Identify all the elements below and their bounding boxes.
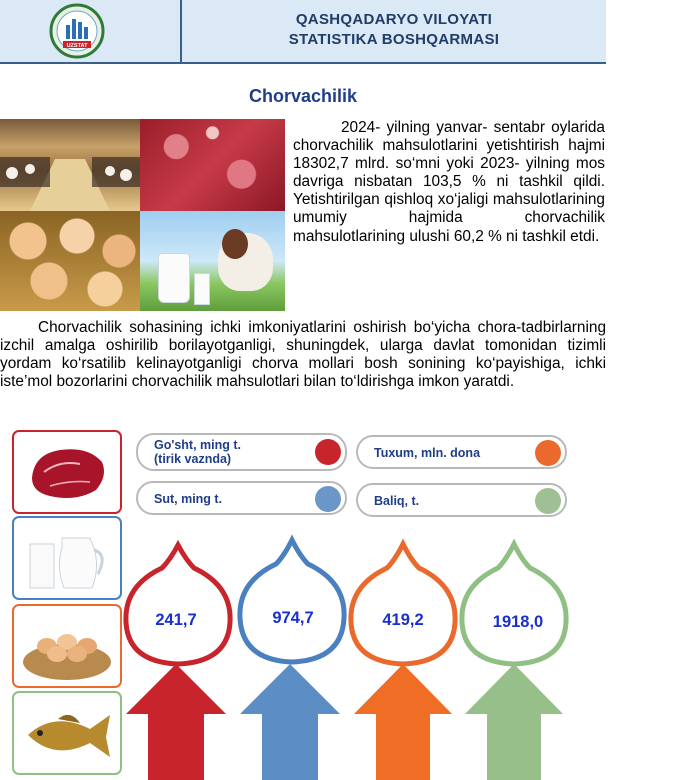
eggs-up-arrow [354, 664, 452, 780]
milk-drop [240, 540, 344, 662]
milk-up-arrow [240, 664, 340, 780]
fish-drop [462, 544, 566, 664]
meat-drop [126, 545, 230, 664]
logo-text: UZSTAT [66, 43, 88, 49]
header-title-line2: STATISTIKA BOSHQARMASI [288, 31, 500, 48]
body-paragraph: Chorvachilik sohasining ichki imkoniyatlarini oshirish bo‘yicha chora-tadbirlarning izchil amalga oshirilib borilayotganligi, shuningdek, ularga davlat tomonidan tizimli yordam ko‘rsatilib kelinayotganligi chorva mollari bosh sonining ko‘payishiga, ichki iste’mol bozorlarini chorvachilik mahsulotlari bilan to‘ldirishga imkon yaratdi. [0, 319, 606, 391]
legend-fish-label: Baliq, t. [374, 494, 420, 508]
header-title-line1: QASHQADARYO VILOYATI [295, 11, 493, 28]
section-title: Chorvachilik [248, 86, 358, 106]
fish-value: 1918,0 [492, 613, 544, 631]
fish-up-arrow [465, 664, 563, 780]
milk-value: 974,7 [272, 609, 314, 627]
eggs-value: 419,2 [382, 611, 424, 629]
legend-milk-label: Sut, ming t. [154, 492, 223, 506]
legend-eggs-label: Tuxum, mln. dona [374, 446, 481, 460]
legend-meat-line2: (tirik vaznda) [154, 452, 232, 466]
meat-up-arrow [126, 664, 226, 780]
intro-paragraph: 2024- yilning yanvar- sentabr oylarida chorvachilik mahsulotlarini yetishtirish hajmi 18302,7 mlrd. so‘mni yoki 2023- yilning mos davriga nisbatan 103,5 % ni tashkil qildi. Yetishtirilgan qishloq xo‘jaligi mahsulotlarining umumiy hajmida chorvachilik mahsulotlarining ulushi 60,2 % ni tashkil etdi. [293, 119, 605, 245]
meat-value: 241,7 [155, 611, 197, 629]
eggs-drop [351, 544, 455, 664]
legend-meat-line1: Go'sht, ming t. [154, 438, 241, 452]
